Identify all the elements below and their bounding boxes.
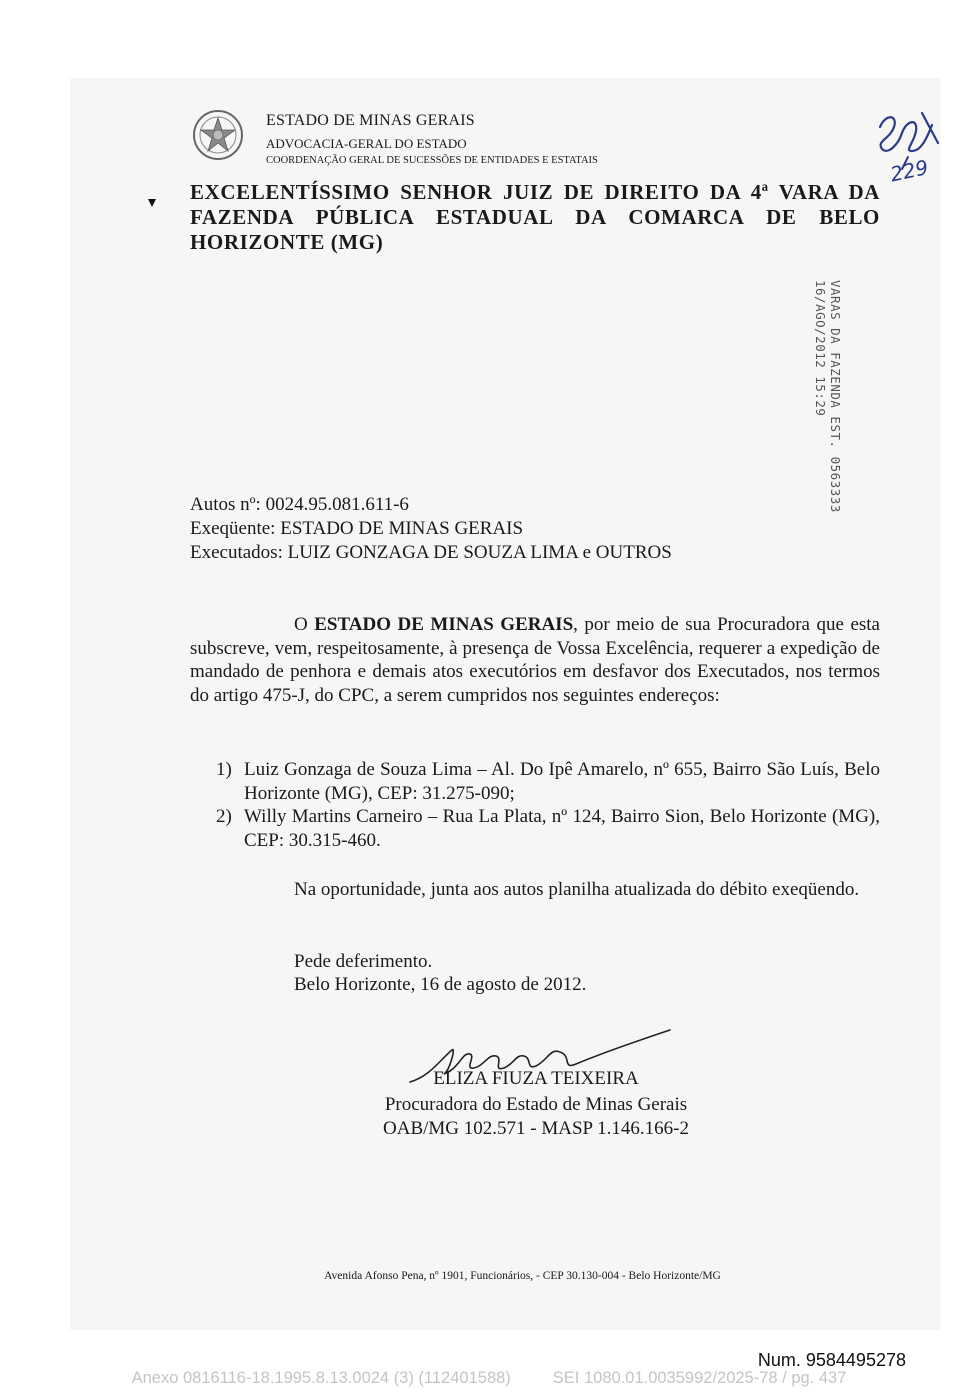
footer-address: Avenida Afonso Pena, nº 1901, Funcionários, - CEP 30.130-004 - Belo Horizonte/MG [324, 1270, 721, 1282]
signer-registration: OAB/MG 102.571 - MASP 1.146.166-2 [383, 1118, 689, 1139]
exequente-line: Exeqüente: ESTADO DE MINAS GERAIS [190, 518, 524, 539]
place-date: Belo Horizonte, 16 de agosto de 2012. [294, 974, 587, 995]
signer-title: Procuradora do Estado de Minas Gerais [384, 1094, 688, 1115]
handwritten-page-number-2: 229 [888, 155, 931, 187]
letterhead-line-3: COORDENAÇÃO GERAL DE SUCESSÕES DE ENTIDADES E ESTATAIS [266, 155, 598, 166]
document-number: Num. 9584495278 [757, 1350, 906, 1370]
address-text: Luiz Gonzaga de Souza Lima – Al. Do Ipê Amarelo, nº 655, Bairro São Luís, Belo Horizonte (MG), CEP: 31.275-090; [244, 759, 880, 804]
annex-reference: Anexo 0816116-18.1995.8.13.0024 (3) (112401588) [131, 1369, 511, 1387]
executados-line: Executados: LUIZ GONZAGA DE SOUZA LIMA e OUTROS [190, 542, 672, 563]
spreadsheet-paragraph [190, 878, 880, 902]
request-closing: Pede deferimento. [294, 951, 433, 972]
address-number: 2) [216, 806, 232, 827]
request-paragraph [190, 613, 880, 707]
letterhead-line-2: ADVOCACIA-GERAL DO ESTADO [266, 136, 467, 151]
address-item [216, 805, 880, 852]
para-rest: , por meio de sua Procuradora que esta subscreve, vem, respeitosamente, à presença de Vossa Excelência, requerer a expedição de mandado de penhora e demais atos executórios em desfavor dos Executados, nos termos do artigo 475-J, do CPC, a serem cumpridos nos seguintes endereços: [190, 614, 880, 706]
address-list [216, 758, 880, 852]
para-lead: O [294, 614, 315, 635]
addressee-heading: EXCELENTÍSSIMO SENHOR JUIZ DE DIREITO DA 4ª VARA DA FAZENDA PÚBLICA ESTADUAL DA COMARCA DE BELO HORIZONTE (MG) [190, 180, 880, 254]
state-seal-icon [192, 109, 244, 161]
protocol-stamp: VARAS DA FAZENDA EST. 0563333 16/AGO/2012 15:29 [813, 280, 843, 513]
address-item [216, 758, 880, 805]
address-text: Willy Martins Carneiro – Rua La Plata, nº 124, Bairro Sion, Belo Horizonte (MG), CEP: 30.315-460. [244, 806, 880, 851]
annex-line [0, 1369, 978, 1388]
sei-reference: SEI 1080.01.0035992/2025-78 / pg. 437 [552, 1369, 847, 1387]
letterhead-line-1: ESTADO DE MINAS GERAIS [266, 112, 475, 129]
case-number: Autos nº: 0024.95.081.611-6 [190, 494, 409, 515]
scan-mark [148, 199, 156, 207]
spreadsheet-text: Na oportunidade, junta aos autos planilha atualizada do débito exeqüendo. [294, 879, 860, 900]
signer-name: ELIZA FIUZA TEIXEIRA [433, 1068, 639, 1089]
address-number: 1) [216, 759, 232, 780]
state-name-bold: ESTADO DE MINAS GERAIS [314, 614, 574, 635]
